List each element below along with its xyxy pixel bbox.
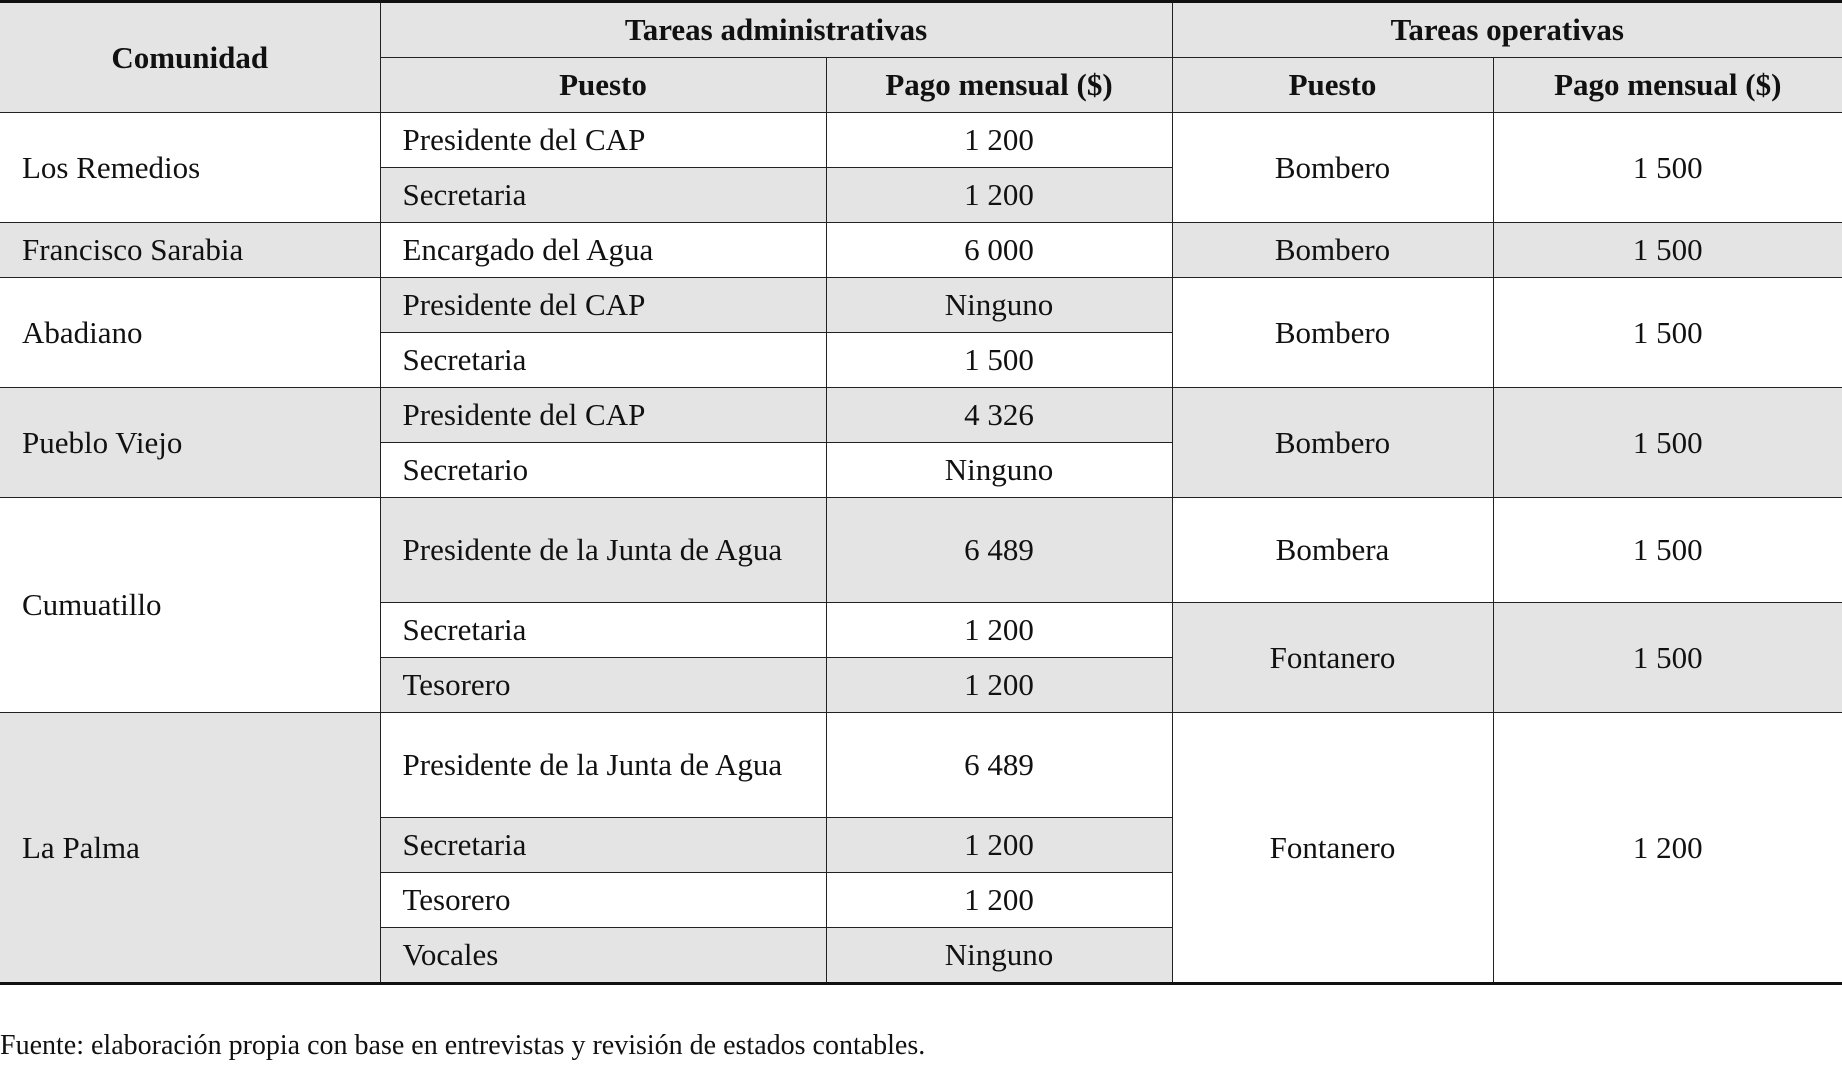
oper-pago: 1 500 [1493, 388, 1842, 498]
admin-puesto: Tesorero [380, 658, 826, 713]
admin-pago: Ninguno [826, 928, 1172, 984]
community-name: Pueblo Viejo [0, 388, 380, 498]
admin-puesto: Presidente de la Junta de Agua [380, 713, 826, 818]
oper-puesto: Bombero [1172, 223, 1493, 278]
header-comunidad: Comunidad [0, 2, 380, 113]
header-oper-group: Tareas operativas [1172, 2, 1842, 58]
admin-puesto: Secretaria [380, 333, 826, 388]
oper-pago: 1 200 [1493, 713, 1842, 984]
community-name: Abadiano [0, 278, 380, 388]
admin-puesto: Presidente del CAP [380, 113, 826, 168]
table-row [0, 498, 1842, 603]
community-name: Los Remedios [0, 113, 380, 223]
community-name: Cumuatillo [0, 498, 380, 713]
admin-puesto: Secretaria [380, 603, 826, 658]
admin-puesto: Vocales [380, 928, 826, 984]
admin-pago: Ninguno [826, 443, 1172, 498]
admin-pago: 1 200 [826, 818, 1172, 873]
table-row [0, 113, 1842, 168]
oper-puesto: Bombera [1172, 498, 1493, 603]
oper-pago: 1 500 [1493, 498, 1842, 603]
admin-puesto: Tesorero [380, 873, 826, 928]
admin-puesto: Encargado del Agua [380, 223, 826, 278]
oper-pago: 1 500 [1493, 278, 1842, 388]
table-row [0, 713, 1842, 818]
admin-pago: 1 500 [826, 333, 1172, 388]
oper-puesto: Bombero [1172, 388, 1493, 498]
oper-pago: 1 500 [1493, 113, 1842, 223]
admin-pago: 4 326 [826, 388, 1172, 443]
admin-puesto: Secretaria [380, 818, 826, 873]
admin-pago: 1 200 [826, 873, 1172, 928]
admin-pago: 1 200 [826, 658, 1172, 713]
header-oper-pago: Pago mensual ($) [1493, 58, 1842, 113]
admin-pago: 6 000 [826, 223, 1172, 278]
admin-pago: 1 200 [826, 168, 1172, 223]
oper-pago: 1 500 [1493, 223, 1842, 278]
admin-pago: 1 200 [826, 113, 1172, 168]
admin-puesto: Presidente del CAP [380, 278, 826, 333]
source-note: Fuente: elaboración propia con base en entrevistas y revisión de estados contables. [0, 1030, 926, 1061]
admin-puesto: Secretario [380, 443, 826, 498]
table-row [0, 388, 1842, 443]
community-name: La Palma [0, 713, 380, 984]
oper-pago: 1 500 [1493, 603, 1842, 713]
oper-puesto: Bombero [1172, 113, 1493, 223]
admin-pago: 1 200 [826, 603, 1172, 658]
oper-puesto: Fontanero [1172, 713, 1493, 984]
admin-puesto: Presidente de la Junta de Agua [380, 498, 826, 603]
table-row [0, 278, 1842, 333]
admin-pago: 6 489 [826, 498, 1172, 603]
header-admin-puesto: Puesto [380, 58, 826, 113]
header-admin-group: Tareas administrativas [380, 2, 1172, 58]
admin-pago: Ninguno [826, 278, 1172, 333]
admin-puesto: Secretaria [380, 168, 826, 223]
community-name: Francisco Sarabia [0, 223, 380, 278]
oper-puesto: Fontanero [1172, 603, 1493, 713]
header-oper-puesto: Puesto [1172, 58, 1493, 113]
table-row [0, 223, 1842, 278]
oper-puesto: Bombero [1172, 278, 1493, 388]
admin-puesto: Presidente del CAP [380, 388, 826, 443]
admin-pago: 6 489 [826, 713, 1172, 818]
header-admin-pago: Pago mensual ($) [826, 58, 1172, 113]
